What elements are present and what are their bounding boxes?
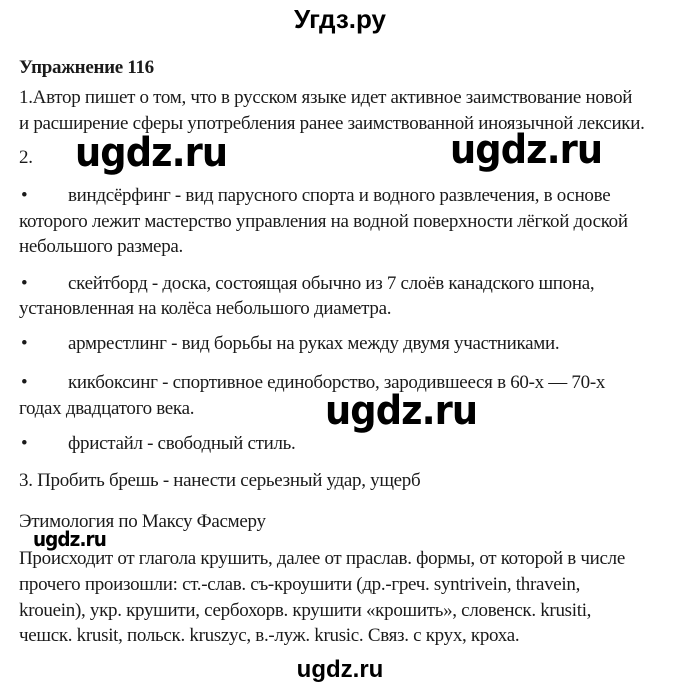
item2-number: 2. — [19, 147, 33, 168]
bullet-item-skateboard — [19, 272, 594, 296]
bullet-icon: • — [21, 273, 28, 294]
item1-line-2: и расширение сферы употребления ранее заимствованной иноязычной лексики. — [19, 113, 645, 134]
bullet-continuation: небольшого размера. — [19, 236, 183, 257]
footer-watermark: ugdz.ru — [296, 656, 384, 683]
etymology-title: Этимология по Максу Фасмеру — [19, 511, 266, 532]
bullet-item-kickboxing — [19, 371, 605, 395]
bullet-continuation: установленная на колёса небольшого диаметра. — [19, 298, 392, 319]
bullet-text: кикбоксинг - спортивное единоборство, зародившееся в 60-х — 70-х — [68, 372, 606, 393]
bullet-icon: • — [21, 333, 28, 354]
bullet-continuation: которого лежит мастерство управления на водной поверхности лёгкой доской — [19, 211, 628, 232]
etymology-line-4: чешск. krusit, польск. kruszyc, в.-луж. krusic. Связ. с крух, кроха. — [19, 625, 520, 646]
bullet-icon: • — [21, 372, 28, 393]
site-title: Угдз.ру — [294, 4, 386, 34]
bullet-text: скейтборд - доска, состоящая обычно из 7 слоёв канадского шпона, — [68, 273, 595, 294]
bullet-continuation: годах двадцатого века. — [19, 398, 195, 419]
etymology-line-1: Происходит от глагола крушить, далее от праслав. формы, от которой в числе — [19, 548, 625, 569]
etymology-line-2: прочего произошли: ст.-слав. съ-кроушити (др.-греч. syntrivein, thravein, — [19, 574, 581, 595]
bullet-icon: • — [21, 433, 28, 454]
bullet-item-armwrestling — [19, 332, 559, 356]
watermark: ugdz.ru — [75, 130, 228, 176]
item3-line: 3. Пробить брешь - нанести серьезный удар, ущерб — [19, 470, 421, 491]
bullet-text: фристайл - свободный стиль. — [68, 433, 296, 454]
etymology-line-3: krouein), укр. крушити, сербохорв. крушити «крошить», словенск. krusiti, — [19, 600, 592, 621]
bullet-icon: • — [21, 185, 28, 206]
bullet-item-windsurfing — [19, 184, 610, 208]
watermark: ugdz.ru — [450, 127, 603, 173]
exercise-title: Упражнение 116 — [19, 57, 154, 78]
bullet-text: армрестлинг - вид борьбы на руках между двумя участниками. — [68, 333, 560, 354]
watermark: ugdz.ru — [325, 388, 478, 434]
watermark: ugdz.ru — [33, 527, 106, 551]
bullet-text: виндсёрфинг - вид парусного спорта и водного развлечения, в основе — [68, 185, 611, 206]
bullet-item-freestyle — [19, 432, 295, 456]
item1-line-1: 1.Автор пишет о том, что в русском языке идет активное заимствование новой — [19, 87, 633, 108]
